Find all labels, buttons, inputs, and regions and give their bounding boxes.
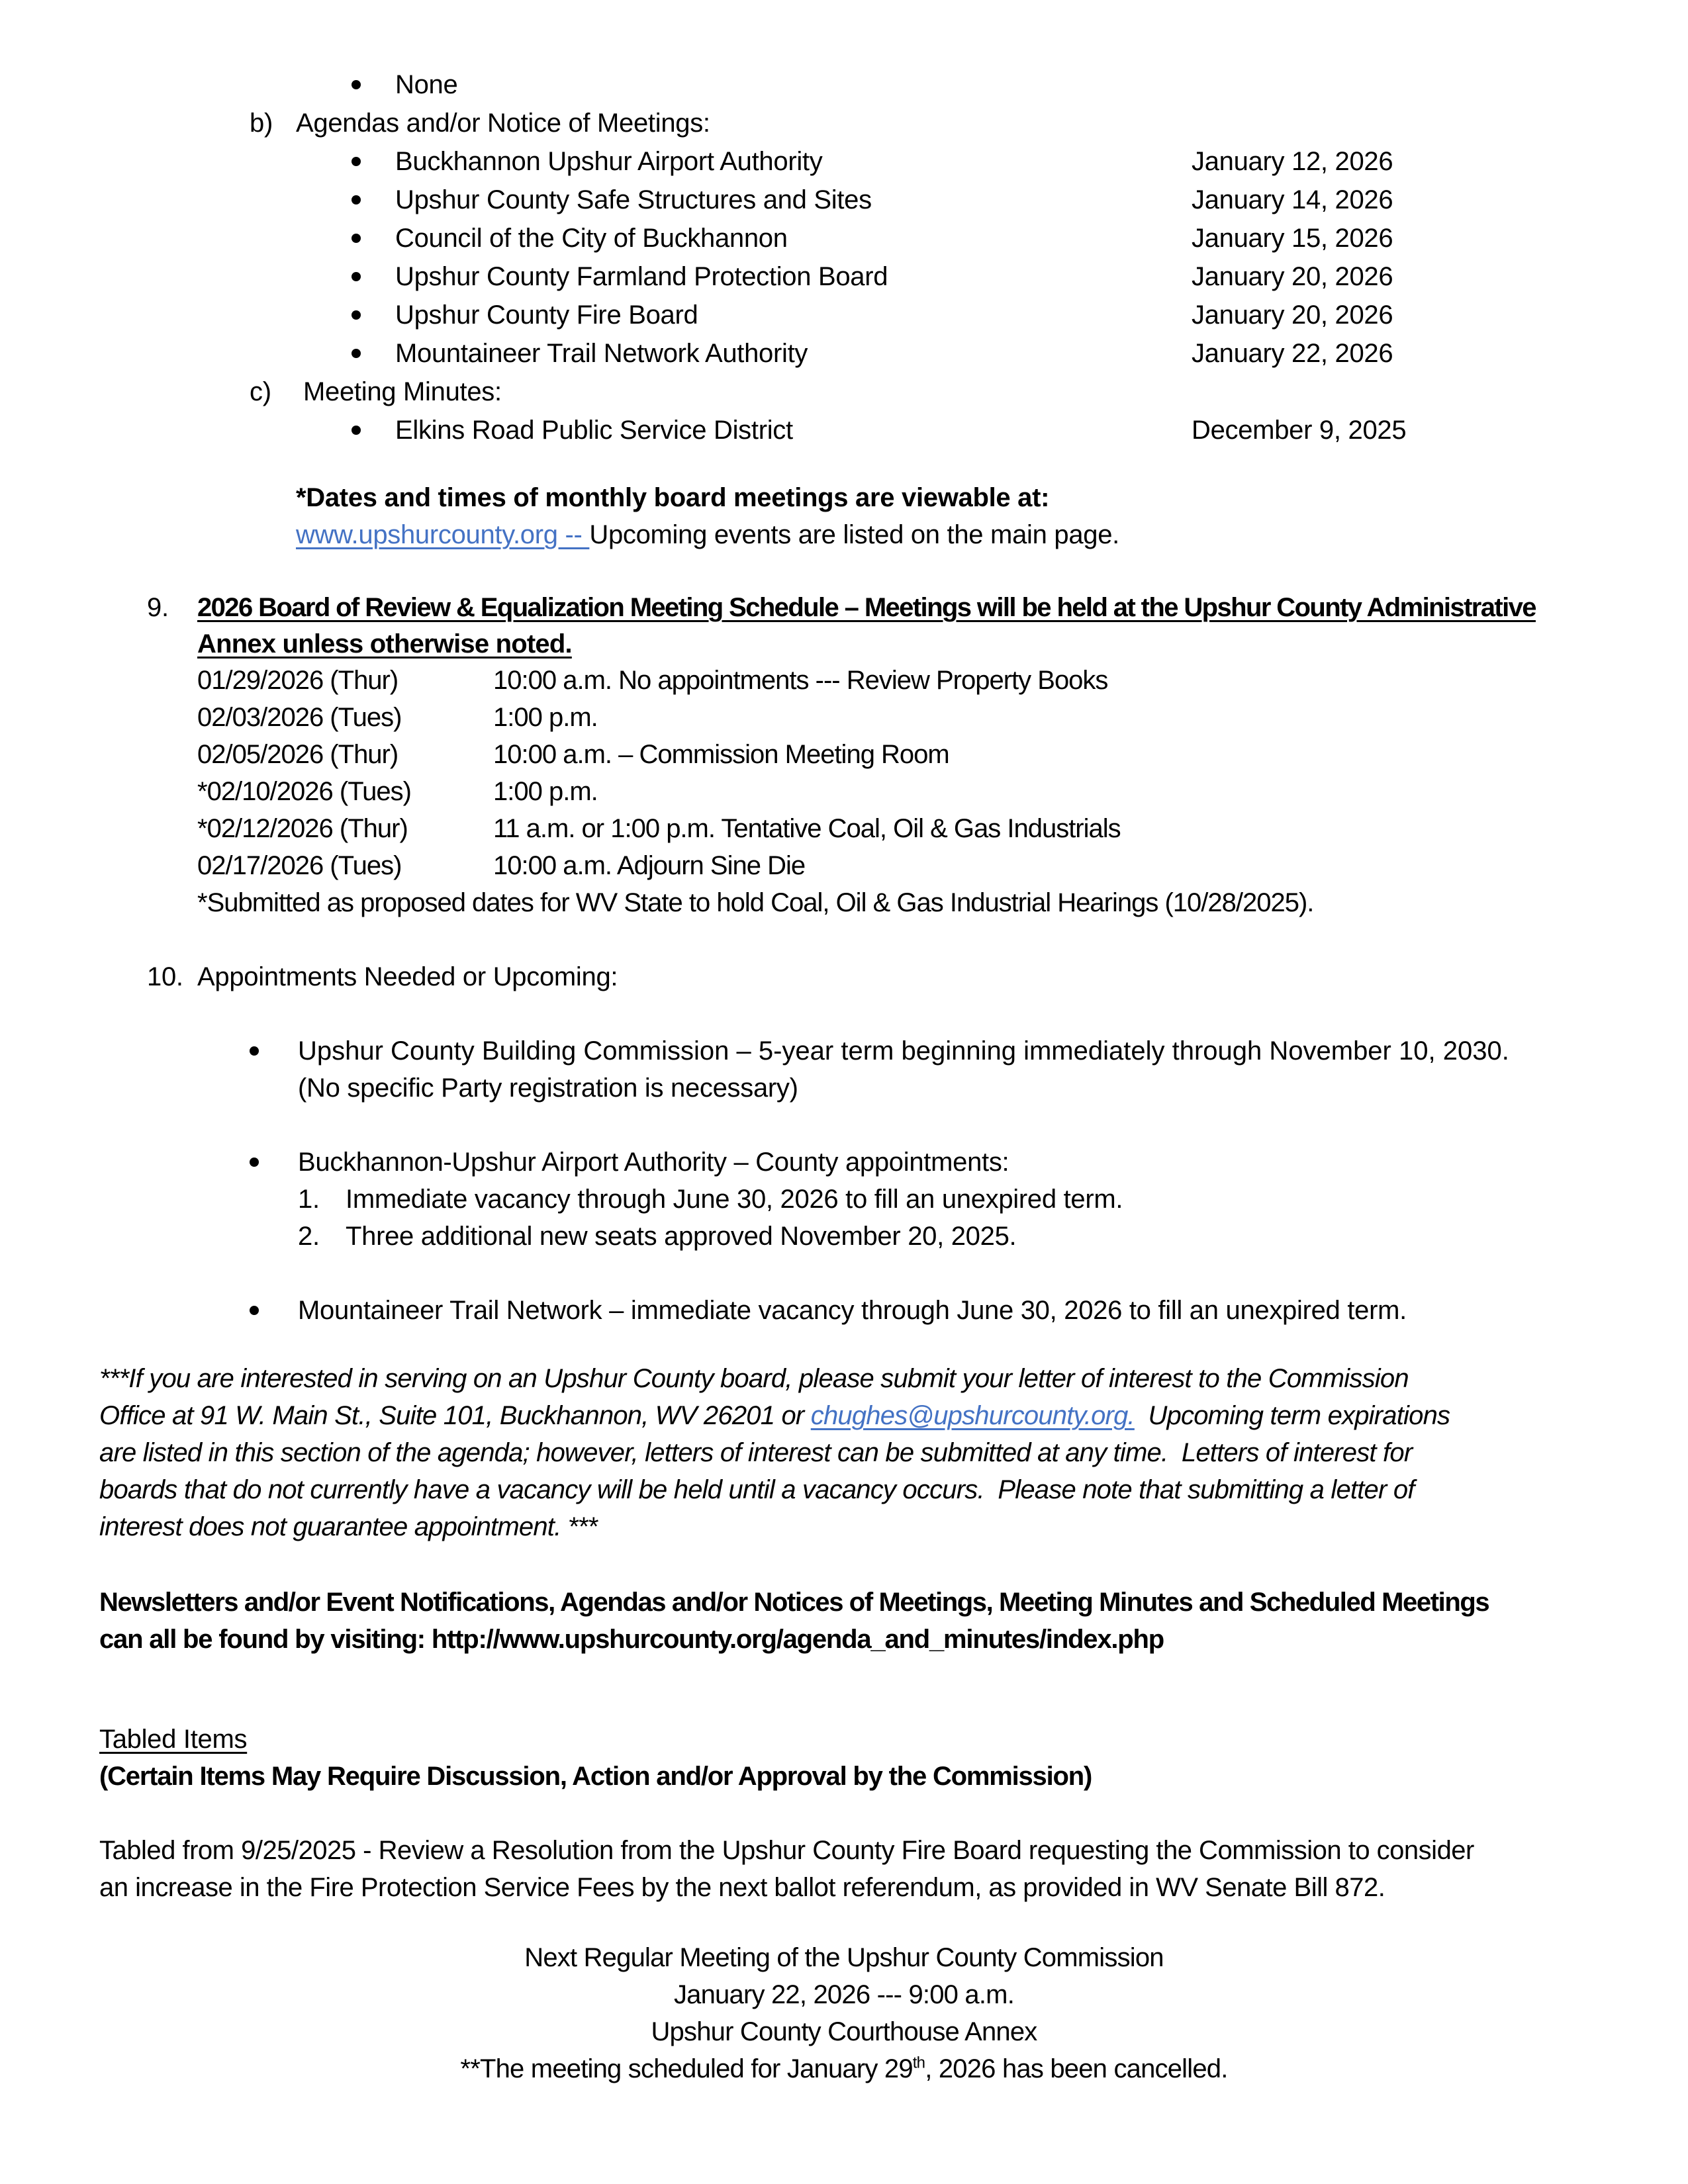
interest-note-line: boards that do not currently have a vacancy will be held until a vacancy occurs. Please note that submitting a letter of — [99, 1475, 1415, 1504]
next-meeting-location: Upshur County Courthouse Annex — [651, 2017, 1037, 2046]
website-suffix: Upcoming events are listed on the main page. — [589, 520, 1119, 549]
section-10-heading: Appointments Needed or Upcoming: — [197, 962, 618, 991]
minutes-item-name: Elkins Road Public Service District — [395, 416, 793, 445]
bullet-icon — [250, 1306, 259, 1315]
schedule-footnote: *Submitted as proposed dates for WV State to hold Coal, Oil & Gas Industrial Hearings (10/28/2025). — [197, 888, 1314, 917]
agenda-item-date: January 20, 2026 — [1192, 262, 1393, 291]
sub-item-number: 1. — [298, 1185, 320, 1214]
newsletters-line: can all be found by visiting: http://www.upshurcounty.org/agenda_and_minutes/index.php — [99, 1625, 1164, 1654]
appointment-text: Upshur County Building Commission – 5-year term beginning immediately through November 10, 2030. — [298, 1036, 1509, 1066]
schedule-date: 01/29/2026 (Thur) — [197, 666, 399, 695]
minutes-item-date: December 9, 2025 — [1192, 416, 1407, 445]
tabled-item-line: an increase in the Fire Protection Service Fees by the next ballot referendum, as provided in WV Senate Bill 872. — [99, 1873, 1385, 1902]
schedule-date: 02/03/2026 (Tues) — [197, 703, 402, 732]
section-10-number: 10. — [147, 962, 183, 991]
schedule-detail: 1:00 p.m. — [493, 703, 598, 732]
agenda-item-name: Upshur County Farmland Protection Board — [395, 262, 888, 291]
minutes-marker: c) — [250, 377, 271, 406]
appointment-text-cont: (No specific Party registration is necessary) — [298, 1073, 798, 1103]
next-meeting-title: Next Regular Meeting of the Upshur County Commission — [524, 1943, 1164, 1972]
minutes-label: Meeting Minutes: — [303, 377, 502, 406]
agenda-item-name: Mountaineer Trail Network Authority — [395, 339, 808, 368]
agenda-item-name: Upshur County Fire Board — [395, 300, 698, 330]
appointment-text: Buckhannon-Upshur Airport Authority – County appointments: — [298, 1148, 1009, 1177]
agenda-item-date: January 22, 2026 — [1192, 339, 1393, 368]
website-link[interactable]: www.upshurcounty.org -- — [296, 520, 590, 549]
newsletters-line: Newsletters and/or Event Notifications, Agendas and/or Notices of Meetings, Meeting Minutes and Scheduled Meetings — [99, 1588, 1489, 1617]
cancellation-note: **The meeting scheduled for January 29th, 2026 has been cancelled. — [460, 2054, 1228, 2083]
sub-item-text: Three additional new seats approved November 20, 2025. — [346, 1222, 1017, 1251]
section-9-heading-cont: Annex unless otherwise noted. — [197, 629, 572, 659]
appointment-text: Mountaineer Trail Network – immediate vacancy through June 30, 2026 to fill an unexpired term. — [298, 1296, 1407, 1325]
sub-item-number: 2. — [298, 1222, 320, 1251]
agenda-item-date: January 14, 2026 — [1192, 185, 1393, 214]
bullet-icon — [352, 349, 361, 358]
tabled-item-line: Tabled from 9/25/2025 - Review a Resolution from the Upshur County Fire Board requesting the Commission to consider — [99, 1836, 1474, 1865]
interest-note-line: interest does not guarantee appointment. *** — [99, 1512, 598, 1541]
bullet-icon — [352, 195, 361, 205]
bullet-icon — [352, 234, 361, 243]
schedule-date: 02/17/2026 (Tues) — [197, 851, 402, 880]
newsletter-item: None — [395, 70, 458, 99]
agenda-item-name: Council of the City of Buckhannon — [395, 224, 788, 253]
bullet-icon — [352, 80, 361, 89]
schedule-date: *02/10/2026 (Tues) — [197, 777, 411, 806]
dates-note: *Dates and times of monthly board meetings are viewable at: — [296, 483, 1050, 512]
tabled-heading: Tabled Items — [99, 1725, 248, 1754]
tabled-subheading: (Certain Items May Require Discussion, Action and/or Approval by the Commission) — [99, 1762, 1092, 1791]
sub-item-text: Immediate vacancy through June 30, 2026 to fill an unexpired term. — [346, 1185, 1123, 1214]
schedule-detail: 10:00 a.m. – Commission Meeting Room — [493, 740, 949, 769]
email-link[interactable]: chughes@upshurcounty.org. — [810, 1401, 1135, 1430]
bullet-icon — [352, 272, 361, 281]
section-9-number: 9. — [147, 593, 169, 622]
website-line — [296, 516, 1119, 553]
schedule-detail: 11 a.m. or 1:00 p.m. Tentative Coal, Oil & Gas Industrials — [493, 814, 1121, 843]
agenda-item-name: Upshur County Safe Structures and Sites — [395, 185, 872, 214]
schedule-detail: 10:00 a.m. Adjourn Sine Die — [493, 851, 806, 880]
agenda-item-date: January 20, 2026 — [1192, 300, 1393, 330]
agendas-label: Agendas and/or Notice of Meetings: — [296, 109, 710, 138]
agenda-item-date: January 12, 2026 — [1192, 147, 1393, 176]
interest-note-line: ***If you are interested in serving on an Upshur County board, please submit your letter of interest to the Commission — [99, 1364, 1409, 1393]
schedule-detail: 1:00 p.m. — [493, 777, 598, 806]
bullet-icon — [352, 157, 361, 166]
schedule-detail: 10:00 a.m. No appointments --- Review Property Books — [493, 666, 1108, 695]
interest-note-line: are listed in this section of the agenda; however, letters of interest can be submitted at any time. Letters of interest for — [99, 1438, 1413, 1467]
bullet-icon — [250, 1158, 259, 1167]
agendas-marker: b) — [250, 109, 273, 138]
bullet-icon — [352, 426, 361, 435]
agenda-item-name: Buckhannon Upshur Airport Authority — [395, 147, 823, 176]
interest-note-line: Office at 91 W. Main St., Suite 101, Buckhannon, WV 26201 or chughes@upshurcounty.org. Upcoming term expirations — [99, 1401, 1450, 1430]
schedule-date: 02/05/2026 (Thur) — [197, 740, 399, 769]
schedule-date: *02/12/2026 (Thur) — [197, 814, 408, 843]
bullet-icon — [250, 1046, 259, 1056]
agenda-item-date: January 15, 2026 — [1192, 224, 1393, 253]
section-9-heading: 2026 Board of Review & Equalization Meeting Schedule – Meetings will be held at the Upshur County Administrative — [197, 593, 1536, 622]
next-meeting-datetime: January 22, 2026 --- 9:00 a.m. — [673, 1980, 1015, 2009]
bullet-icon — [352, 310, 361, 320]
